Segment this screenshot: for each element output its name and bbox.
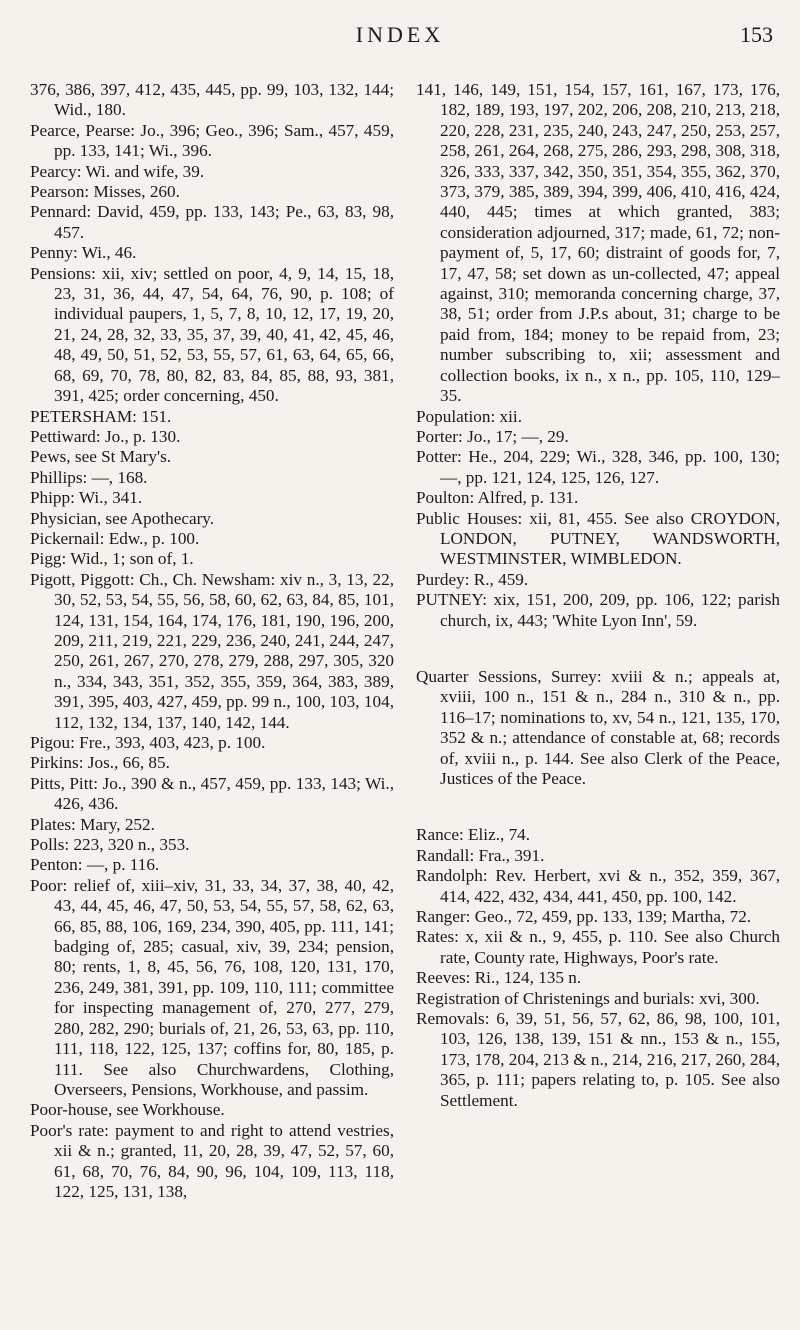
index-entry: PETERSHAM: 151. [30, 406, 172, 426]
index-entry: Poor's rate: payment to and right to attend vestries, xii & n.; granted, 11, 20, 28, 39, 47, 52, 57, 60, 61, 68, 70, 76, 84, 90, 96, 104, 109, 113, 118, 122, 125, 131, 138, [30, 1120, 394, 1201]
index-entry: Penton: —, p. 116. [30, 855, 160, 875]
right-column [416, 80, 780, 1111]
index-entry: Pearcy: Wi. and wife, 39. [30, 161, 205, 181]
page-header [0, 18, 800, 58]
index-entry: Pennard: David, 459, pp. 133, 143; Pe., 63, 83, 98, 457. [30, 202, 394, 242]
running-title: INDEX [355, 22, 445, 47]
index-entry: Quarter Sessions, Surrey: xviii & n.; appeals at, xviii, 100 n., 151 & n., 284 n., 310 & n., pp. 116–17; nominations to, xv, 54 n., 121, 135, 170, 352 & n.; attendance of constable at, 68; records of, xviii n., p. 144. See also Clerk of the Peace, Justices of the Peace. [416, 666, 780, 788]
index-entry: Poulton: Alfred, p. 131. [416, 488, 579, 508]
index-entry: Pearce, Pearse: Jo., 396; Geo., 396; Sam., 457, 459, pp. 133, 141; Wi., 396. [30, 120, 394, 161]
index-entry: Pigott, Piggott: Ch., Ch. Newsham: xiv n., 3, 13, 22, 30, 52, 53, 54, 55, 56, 58, 60, 62, 63, 84, 85, 101, 124, 131, 154, 164, 174, 176, 181, 190, 196, 200, 209, 211, 219, 221, 229, 236, 240, 241, 244, 247, 250, 261, 267, 270, 278, 279, 288, 297, 305, 320 n., 334, 343, 351, 352, 355, 359, 364, 383, 389, 391, 395, 403, 427, 459, pp. 99 n., 100, 103, 104, 112, 132, 134, 137, 140, 142, 144. [30, 569, 394, 732]
index-entry: Randall: Fra., 391. [416, 845, 545, 865]
index-entry: Randolph: Rev. Herbert, xvi & n., 352, 359, 367, 414, 422, 432, 434, 441, 450, pp. 100, 142. [416, 866, 780, 906]
page-number: 153 [740, 22, 773, 47]
index-entry: Phipp: Wi., 341. [30, 488, 143, 508]
index-entry: Penny: Wi., 46. [30, 243, 137, 263]
index-entry: Pews, see St Mary's. [30, 447, 172, 467]
index-entry: Reeves: Ri., 124, 135 n. [416, 968, 582, 988]
index-entry: Population: xii. [416, 406, 522, 426]
index-entry: Removals: 6, 39, 51, 56, 57, 62, 86, 98, 100, 101, 103, 126, 138, 139, 151 & nn., 153 & n., 155, 173, 178, 204, 213 & n., 214, 216, 217, 260, 284, 365, p. 111; papers relating to, p. 105. See also Settlement. [416, 1009, 780, 1110]
index-entry: Porter: Jo., 17; —, 29. [416, 426, 569, 446]
index-entry: Public Houses: xii, 81, 455. See also CROYDON, LONDON, PUTNEY, WANDSWORTH, WESTMINSTER, WIMBLEDON. [416, 508, 780, 569]
index-entry: 376, 386, 397, 412, 435, 445, pp. 99, 103, 132, 144; Wid., 180. [30, 80, 394, 120]
index-entry: PUTNEY: xix, 151, 200, 209, pp. 106, 122; parish church, ix, 443; 'White Lyon Inn', 59. [416, 590, 780, 630]
index-entry: Pensions: xii, xiv; settled on poor, 4, 9, 14, 15, 18, 23, 31, 36, 44, 47, 54, 64, 76, 90, p. 108; of individual paupers, 1, 5, 7, 8, 10, 12, 17, 19, 20, 21, 24, 28, 32, 33, 35, 37, 39, 40, 41, 42, 45, 46, 48, 49, 50, 51, 52, 53, 55, 57, 61, 63, 64, 65, 66, 68, 69, 70, 78, 80, 82, 83, 84, 85, 88, 93, 381, 391, 425; order concerning, 450. [30, 263, 394, 406]
index-entry: Poor: relief of, xiii–xiv, 31, 33, 34, 37, 38, 40, 42, 43, 44, 45, 46, 47, 50, 53, 54, 55, 57, 58, 62, 63, 66, 85, 88, 106, 169, 234, 390, 405, pp. 111, 141; badging of, 285; casual, xiv, 39, 234; pension, 80; rents, 1, 8, 45, 56, 76, 108, 120, 131, 170, 236, 249, 381, 391, pp. 109, 110, 111; committee for inspecting management of, 270, 277, 279, 280, 282, 290; burials of, 21, 26, 53, 63, pp. 110, 111, 118, 122, 125, 137; coffins for, 80, 185, p. 111. See also Churchwardens, Clothing, Overseers, Pensions, Workhouse, and passim. [30, 875, 394, 1099]
left-column [30, 80, 394, 1202]
index-entry: Rates: x, xii & n., 9, 455, p. 110. See also Church rate, County rate, Highways, Poor's rate. [416, 927, 780, 967]
index-entry: Phillips: —, 168. [30, 467, 148, 487]
index-entry: Pigg: Wid., 1; son of, 1. [30, 549, 194, 569]
index-entry: Pirkins: Jos., 66, 85. [30, 753, 170, 773]
index-entry: Ranger: Geo., 72, 459, pp. 133, 139; Martha, 72. [416, 907, 752, 927]
index-entry: Registration of Christenings and burials: xvi, 300. [416, 988, 760, 1008]
index-entry: Polls: 223, 320 n., 353. [30, 835, 190, 855]
section-gap [416, 631, 780, 667]
index-entry: Plates: Mary, 252. [30, 814, 155, 834]
section-gap [416, 789, 780, 825]
index-entry: Poor-house, see Workhouse. [30, 1100, 225, 1120]
index-entry: Pearson: Misses, 260. [30, 182, 180, 202]
index-entry: Potter: He., 204, 229; Wi., 328, 346, pp. 100, 130; —, pp. 121, 124, 125, 126, 127. [416, 447, 780, 487]
index-entry: Pettiward: Jo., p. 130. [30, 426, 181, 446]
index-entry: Rance: Eliz., 74. [416, 825, 531, 845]
index-entry: Physician, see Apothecary. [30, 508, 215, 528]
index-entry: Purdey: R., 459. [416, 569, 529, 589]
index-entry: 141, 146, 149, 151, 154, 157, 161, 167, 173, 176, 182, 189, 193, 197, 202, 206, 208, 210, 213, 218, 220, 228, 231, 235, 240, 243, 247, 250, 253, 257, 258, 261, 264, 268, 275, 286, 293, 298, 308, 318, 326, 333, 337, 342, 350, 351, 354, 355, 362, 370, 373, 379, 385, 389, 394, 399, 406, 410, 416, 424, 440, 445; times at which granted, 383; consideration adjourned, 317; made, 61, 72; non-payment of, 5, 17, 60; distraint of goods for, 7, 17, 47, 58; set down as un-collected, 47; appeal against, 310; memoranda concerning charge, 37, 38, 51; order from J.P.s about, 31; charge to be paid from, 184; money to be repaid from, 23; number subscribing to, xii; assessment and collection books, ix n., x n., pp. 105, 110, 129–35. [416, 80, 780, 406]
index-entry: Pickernail: Edw., p. 100. [30, 528, 200, 548]
index-entry: Pitts, Pitt: Jo., 390 & n., 457, 459, pp. 133, 143; Wi., 426, 436. [30, 773, 394, 814]
index-entry: Pigou: Fre., 393, 403, 423, p. 100. [30, 733, 266, 752]
